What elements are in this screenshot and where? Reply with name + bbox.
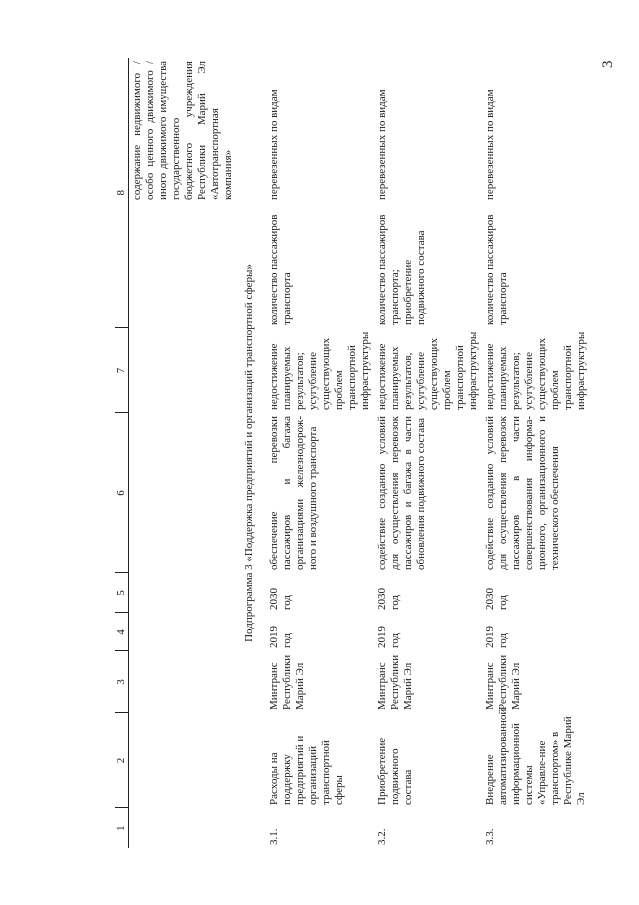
col-num-8: 8 <box>115 58 129 328</box>
row-consequences: недостижение планируемых результатов; усугубление существующих проблем транспортной инфраструктуры <box>484 331 587 410</box>
row-end-year: 2030 год <box>484 588 509 610</box>
row-number: 3.3. <box>484 828 496 845</box>
row-indicator-suffix: перевезенных по видам <box>268 89 280 200</box>
row-indicator-suffix: перевезенных по видам <box>484 89 496 200</box>
row-indicator: количество пассажиров транспорта <box>268 214 293 325</box>
row-name: Расходы на поддержку предприятий и организаций транспортной сферы <box>268 735 345 805</box>
row-number: 3.1. <box>268 828 280 845</box>
column-number-row <box>115 58 129 848</box>
row-executor: Минтранс Республики Марий Эл <box>268 654 306 710</box>
row-end-year: 2030 год <box>268 588 293 610</box>
row-start-year: 2019 год <box>484 626 509 648</box>
row-indicator: количество пассажиров транспорта <box>484 214 509 325</box>
carryover-row <box>129 58 238 848</box>
col-num-1: 1 <box>115 808 129 848</box>
table-row <box>482 58 590 848</box>
page-number: 3 <box>600 60 616 68</box>
subprogram-title: Подпрограмма 3 «Поддержка предприятий и организаций транспортной сферы» <box>243 264 255 642</box>
row-name: Внедрение автоматизированной информационной системы «Управле-ние транспортом» в Республике Марий Эл <box>484 708 587 805</box>
col-num-3: 3 <box>115 651 129 713</box>
row-name: Приобретение подвижного состава <box>376 737 414 805</box>
rotated-table-container <box>115 58 587 848</box>
table-row <box>266 58 374 848</box>
col-num-5: 5 <box>115 573 129 613</box>
row-consequences: недостижение планируемых результатов, усугубление существующих проблем транспортной инфраструктуры <box>376 331 479 410</box>
carryover-col8-text: содержание недвижимого /особо ценного движимого / иного движимого имущества государственного бюджетного учреждения Республики Марий Эл «Автотранспортная компания» <box>131 61 234 200</box>
row-executor: Минтранс Республики Марий Эл <box>376 654 414 710</box>
col-num-6: 6 <box>115 413 129 573</box>
row-number: 3.2. <box>376 828 388 845</box>
col-num-2: 2 <box>115 713 129 808</box>
col-num-4: 4 <box>115 613 129 651</box>
row-result: содействие созданию условий для осуществления перевозок пассажиров в части совершенствования информа-ционного, организационного и технического обеспечения <box>484 416 561 570</box>
program-table <box>115 58 590 848</box>
row-start-year: 2019 год <box>376 626 401 648</box>
row-indicator-suffix: перевезенных по видам <box>376 89 388 200</box>
row-start-year: 2019 год <box>268 626 293 648</box>
row-result: содействие созданию условий для осуществления перевозок пассажиров и багажа в части обновления подвижного состава <box>376 416 427 570</box>
col-num-7: 7 <box>115 328 129 413</box>
table-row <box>374 58 482 848</box>
row-end-year: 2030 год <box>376 588 401 610</box>
row-executor: Минтранс Республики Марий Эл <box>484 654 522 710</box>
row-consequences: недостижение планируемых результатов; усугубление существующих проблем транспортной инфраструктуры <box>268 331 371 410</box>
row-result: обеспечение перевозки пассажиров и багажа организациями железнодорож-ного и воздушного транспорта <box>268 416 319 570</box>
subprogram-row <box>237 58 266 848</box>
row-indicator: количество пассажиров транспорта; приобретение подвижного состава <box>376 214 427 325</box>
